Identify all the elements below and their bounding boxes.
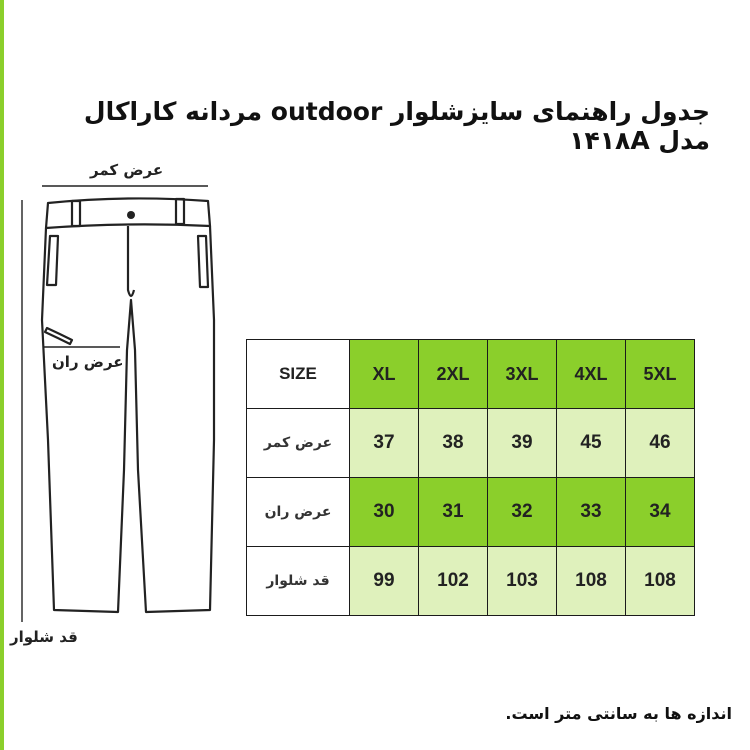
table-cell: 30 bbox=[350, 478, 419, 547]
table-cell: 37 bbox=[350, 409, 419, 478]
table-corner: SIZE bbox=[247, 340, 350, 409]
table-row bbox=[247, 478, 695, 547]
table-row bbox=[247, 547, 695, 616]
table-cell: 34 bbox=[626, 478, 695, 547]
table-cell: 39 bbox=[488, 409, 557, 478]
units-footnote: اندازه ها به سانتی متر است. bbox=[505, 704, 732, 723]
thigh-label: عرض ران bbox=[52, 353, 124, 371]
size-col-header: 2XL bbox=[419, 340, 488, 409]
length-label: قد شلوار bbox=[10, 628, 78, 646]
table-cell: 108 bbox=[626, 547, 695, 616]
table-header-row bbox=[247, 340, 695, 409]
table-row bbox=[247, 409, 695, 478]
waist-label: عرض کمر bbox=[90, 161, 164, 179]
size-table bbox=[246, 339, 695, 616]
table-cell: 38 bbox=[419, 409, 488, 478]
row-label: قد شلوار bbox=[247, 547, 350, 616]
table-cell: 102 bbox=[419, 547, 488, 616]
size-col-header: 5XL bbox=[626, 340, 695, 409]
page-title: جدول راهنمای سایزشلوار outdoor مردانه کاراکال مدل ۱۴۱۸A bbox=[83, 97, 710, 155]
table-cell: 45 bbox=[557, 409, 626, 478]
size-col-header: 3XL bbox=[488, 340, 557, 409]
size-col-header: 4XL bbox=[557, 340, 626, 409]
row-label: عرض کمر bbox=[247, 409, 350, 478]
table-cell: 31 bbox=[419, 478, 488, 547]
table-cell: 32 bbox=[488, 478, 557, 547]
table-cell: 33 bbox=[557, 478, 626, 547]
row-label: عرض ران bbox=[247, 478, 350, 547]
table-cell: 108 bbox=[557, 547, 626, 616]
button-icon bbox=[127, 211, 135, 219]
pants-outline bbox=[42, 198, 214, 612]
size-col-header: XL bbox=[350, 340, 419, 409]
table-cell: 46 bbox=[626, 409, 695, 478]
table-cell: 103 bbox=[488, 547, 557, 616]
table-cell: 99 bbox=[350, 547, 419, 616]
